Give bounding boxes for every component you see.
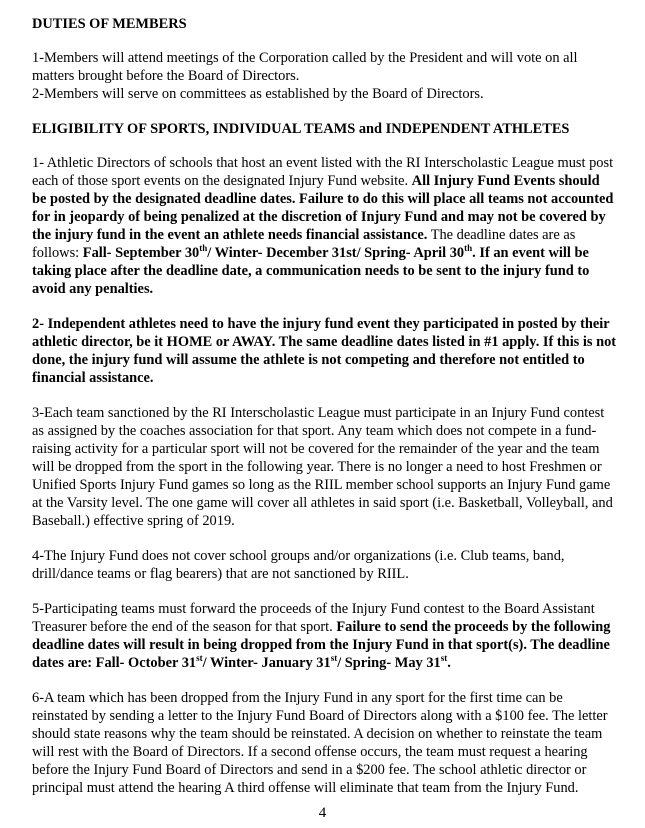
duties-item-1: 1-Members will attend meetings of the Corporation called by the President and will vote on all matters brought before the Board of Directors. [32,50,578,84]
eligibility-heading: ELIGIBILITY OF SPORTS, INDIVIDUAL TEAMS and INDEPENDENT ATHLETES [32,121,570,137]
p1-deadline-fall: Fall- September 30 [82,245,200,261]
eligibility-paragraph-5 [32,600,617,672]
p1-text-a: 1- Athletic Directors of schools that host an event listed with the RI Interscholastic League must post each of those sport events on the designated Injury Fund website. [32,155,614,189]
p5-sup-3: st [440,653,448,664]
p1-deadlines [32,245,589,297]
p5-text-e: . [447,655,451,671]
page-number: 4 [318,805,327,821]
p5-text-c: / Winter- January 31 [202,655,331,671]
eligibility-paragraph-4: 4-The Injury Fund does not cover school groups and/or organizations (i.e. Club teams, band, drill/dance teams or flag bearers) that are not sanctioned by RIIL. [32,548,565,582]
p1-sup-th-2: th [464,243,473,254]
duties-item-2: 2-Members will serve on committees as established by the Board of Directors. [32,86,484,102]
p5-text-b: Failure to send the proceeds by the following deadline dates will result in being dropped from the Injury Fund in that sport(s). The deadline dates are: Fall- October 31 [32,619,611,671]
p1-sup-th-1: th [199,243,208,254]
eligibility-paragraph-2 [32,315,617,387]
p2-text: 2- Independent athletes need to have the injury fund event they participated in posted by their athletic director, be it HOME or AWAY. The same deadline dates listed in #1 apply. If this is not done, the injury fund will assume the athlete is not competing and therefore not entitled to financial assistance. [32,316,617,386]
p5-text-a: 5-Participating teams must forward the proceeds of the Injury Fund contest to the Board Assistant Treasurer before the end of the season for that sport. [32,601,595,635]
p5-text-d: / Spring- May 31 [337,655,441,671]
p5-sup-1: st [196,653,203,664]
p1-text-b: All Injury Fund Events should be posted by the designated deadline dates. Failure to do this will place all teams not accounted for in jeopardy of being penalized at the discretion of Injury Fund and may not be covered by the injury fund in the event an athlete needs financial assistance. [32,173,614,243]
eligibility-paragraph-6: 6-A team which has been dropped from the Injury Fund in any sport for the first time can be reinstated by sending a letter to the Injury Fund Board of Directors along with a $100 fee. The letter should state reasons why the team should be reinstated. A decision on whether to reinstate the team will rest with the Board of Directors. If a second offense occurs, the team must request a hearing before the Injury Fund Board of Directors and send in a $200 fee. The school athletic director or principal must attend the hearing A third offense will eliminate that team from the Injury Fund. [32,690,608,796]
document-page [32,15,617,797]
p1-text-c: The deadline dates are as follows: [32,227,576,261]
p1-text-d3: . If an event will be taking place after the deadline date, a communication needs to be sent to the injury fund to avoid any penalties. [32,245,590,297]
eligibility-paragraph-3: 3-Each team sanctioned by the RI Interscholastic League must participate in an Injury Fund contest as assigned by the coaches association for that sport. Any team which does not compete in a fund-raising activity for a particular sport will not be covered for the remainder of the year and the team will be dropped from the sport in the following year. There is no longer a need to host Freshmen or Unified Sports Injury Fund games so long as the RIIL member school supports an Injury Fund game at the Varsity level. The one game will cover all athletes in said sport (i.e. Basketball, Volleyball, and Baseball.) effective spring of 2019. [32,405,613,529]
p1-deadline-winter-spring: / Winter- December 31st/ Spring- April 30 [207,245,465,261]
eligibility-paragraph-1 [32,154,617,298]
p5-sup-2: st [330,653,338,664]
duties-heading: DUTIES OF MEMBERS [32,16,187,32]
